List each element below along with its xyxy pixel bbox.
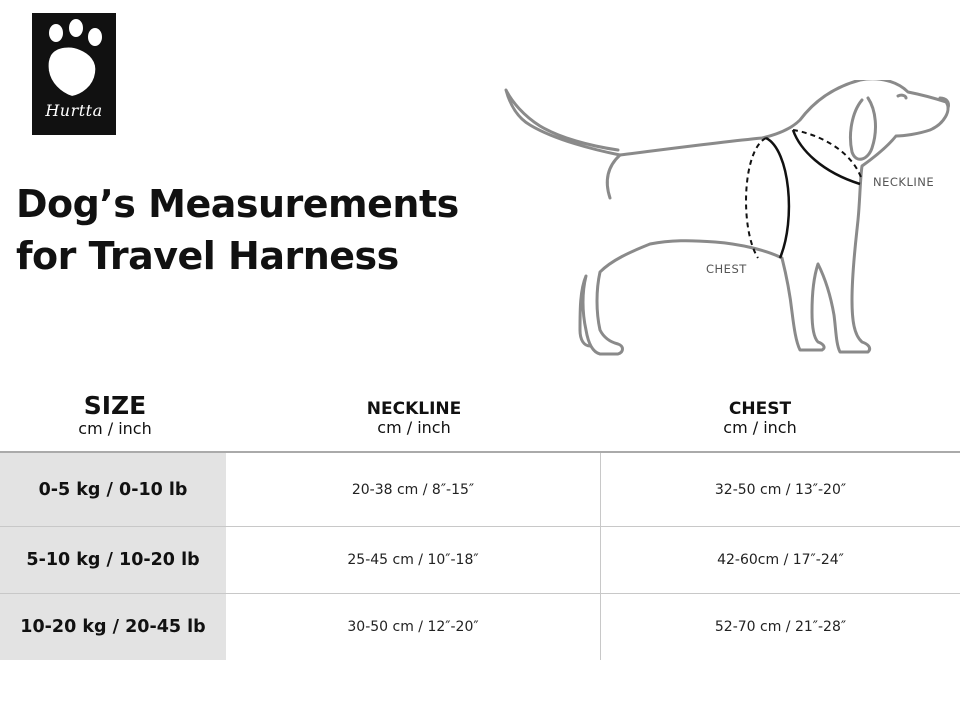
neckline-cell: 30-50 cm / 12″-20″: [347, 619, 479, 635]
size-cell: 5-10 kg / 10-20 lb: [0, 527, 226, 593]
table-row: [0, 527, 960, 593]
header-chest-unit: cm / inch: [723, 418, 797, 437]
dog-chest: [607, 155, 620, 198]
dog-body: [580, 80, 948, 354]
header-neckline-title: NECKLINE: [366, 399, 462, 419]
header-size-unit: cm / inch: [78, 419, 152, 438]
size-cell: 10-20 kg / 20-45 lb: [0, 594, 226, 660]
title-line-2: for Travel Harness: [16, 234, 399, 278]
brand-name: Hurtta: [45, 101, 103, 120]
page-title: [16, 178, 459, 282]
dog-tail: [506, 90, 620, 155]
size-cell: 0-5 kg / 0-10 lb: [0, 453, 226, 526]
header-chest-title: CHEST: [728, 399, 792, 419]
chest-cell: 52-70 cm / 21″-28″: [714, 619, 847, 635]
dog-ear: [850, 98, 875, 159]
table-row: [0, 594, 960, 660]
header-size: [40, 392, 190, 438]
table-row: [0, 453, 960, 526]
neckline-cell: 20-38 cm / 8″-15″: [351, 481, 475, 498]
chest-cell: 32-50 cm / 13″-20″: [714, 481, 847, 498]
column-divider: [600, 453, 601, 660]
dog-illustration: [500, 80, 955, 365]
neckline-cell: 25-45 cm / 10″-18″: [347, 552, 479, 568]
header-neckline: [339, 400, 489, 437]
chest-band: [746, 138, 789, 258]
dog-eye: [898, 95, 906, 98]
neckline-label: NECKLINE: [873, 175, 935, 189]
chest-cell: 42-60cm / 17″-24″: [717, 552, 844, 568]
header-neckline-unit: cm / inch: [377, 418, 451, 437]
brand-logo: [32, 13, 116, 135]
header-chest: [685, 400, 835, 437]
header-size-title: SIZE: [83, 391, 147, 420]
chest-label: CHEST: [706, 262, 747, 276]
title-line-1: Dog’s Measurements: [16, 182, 459, 226]
